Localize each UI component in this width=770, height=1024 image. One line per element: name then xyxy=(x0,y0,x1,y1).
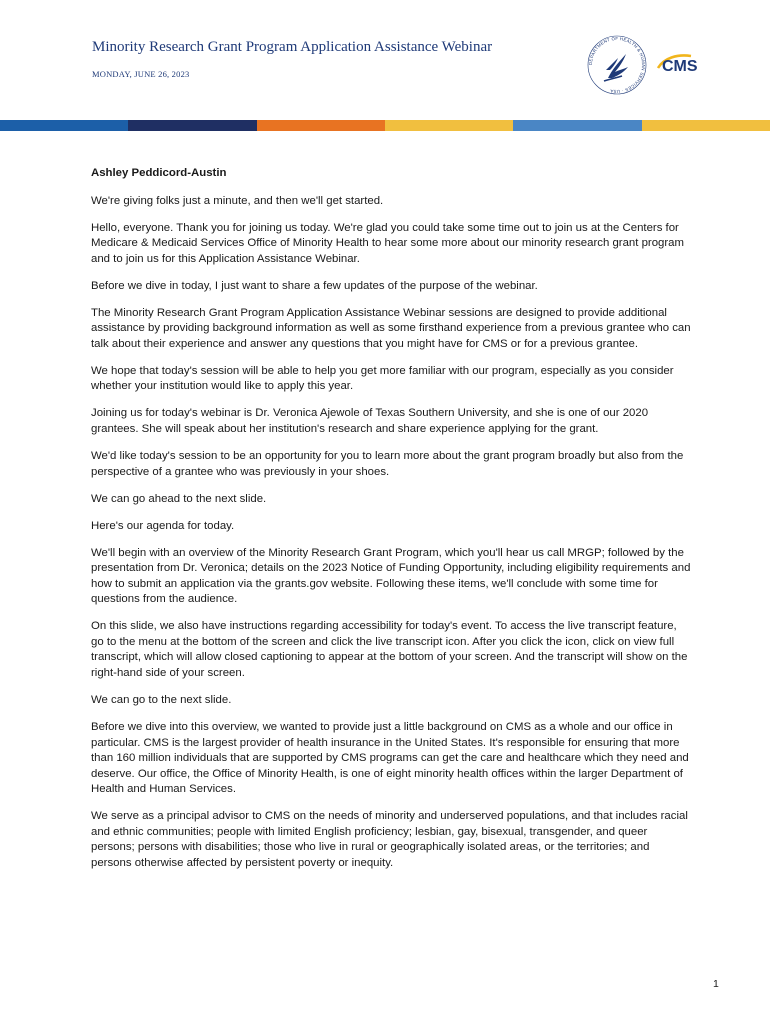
transcript-paragraph: Before we dive into this overview, we wanted to provide just a little background on CMS as a whole and our office in particular. CMS is the largest provider of health insurance in the United States. It's responsible for ensuring that more than 160 million individuals that are supported by CMS programs can get the care and healthcare which they need and deserve. Our office, the Office of Minority Health, is one of eight minority health offices within the larger Department of Health and Human Services. xyxy=(91,721,689,796)
color-bar-segment xyxy=(0,120,128,131)
transcript-paragraph: Hello, everyone. Thank you for joining us today. We're glad you could take some time out to join us at the Centers for Medicare & Medicaid Services Office of Minority Health to hear some more about our minority research grant program and to join us for this Application Assistance Webinar. xyxy=(91,221,684,265)
header-color-bar xyxy=(0,120,770,131)
transcript-paragraph: We serve as a principal advisor to CMS on the needs of minority and underserved populations, and that includes racial and ethnic communities; people with limited English proficiency; lesbian, gay, bisexual, transgender, and queer persons; persons with disabilities; those who live in rural or geographically isolated areas, or the territories; and persons otherwise affected by persistent poverty or inequity. xyxy=(91,810,688,869)
transcript-paragraph: We can go to the next slide. xyxy=(91,694,232,707)
transcript-paragraph: On this slide, we also have instructions regarding accessibility for today's event. To access the live transcript feature, go to the menu at the bottom of the screen and click the live transcript icon. After you click the icon, click on view full transcript, which will allow closed captioning to appear at the bottom of your screen. And the transcript will show on the right-hand side of your screen. xyxy=(91,620,688,679)
hhs-seal-logo xyxy=(586,34,648,96)
color-bar-segment xyxy=(642,120,770,131)
transcript-paragraph: Before we dive in today, I just want to share a few updates of the purpose of the webinar. xyxy=(91,279,538,292)
transcript-paragraph: We're giving folks just a minute, and then we'll get started. xyxy=(91,194,384,207)
cms-logo xyxy=(655,50,727,78)
color-bar-segment xyxy=(128,120,256,131)
color-bar-segment xyxy=(513,120,641,131)
document-title: Minority Research Grant Program Application Assistance Webinar xyxy=(92,39,493,55)
cms-logo-text: CMS xyxy=(662,58,698,75)
page-number: 1 xyxy=(713,978,719,990)
seal-text: DEPARTMENT OF HEALTH & HUMAN SERVICES · USA xyxy=(587,35,647,95)
transcript-paragraph: We'd like today's session to be an opportunity for you to learn more about the grant program broadly but also from the perspective of a grantee who was previously in your shoes. xyxy=(91,450,684,478)
color-bar-segment xyxy=(385,120,513,131)
document-date: MONDAY, JUNE 26, 2023 xyxy=(92,69,190,79)
transcript-body xyxy=(91,166,691,883)
transcript-paragraph: The Minority Research Grant Program Application Assistance Webinar sessions are designed to provide additional assistance by providing background information as well as some firsthand experience from a previous grantee who can talk about their experience and answer any questions that you might have for CMS or for a previous grantee. xyxy=(91,306,691,350)
transcript-paragraph: We'll begin with an overview of the Minority Research Grant Program, which you'll hear us call MRGP; followed by the presentation from Dr. Veronica; details on the 2023 Notice of Funding Opportunity, including eligibility requirements and how to submit an application via the grants.gov website. Following these items, we'll conclude with some time for questions from the audience. xyxy=(91,546,691,606)
speaker-name: Ashley Peddicord-Austin xyxy=(91,167,227,179)
color-bar-segment xyxy=(257,120,385,131)
transcript-paragraph: We can go ahead to the next slide. xyxy=(91,492,267,505)
transcript-paragraph: Joining us for today's webinar is Dr. Veronica Ajewole of Texas Southern University, and she is one of our 2020 grantees. She will speak about her institution's research and share experience applying for the grant. xyxy=(91,407,649,435)
transcript-paragraph: We hope that today's session will be able to help you get more familiar with our program, especially as you consider whether your institution would like to apply this year. xyxy=(91,364,674,393)
transcript-paragraph: Here's our agenda for today. xyxy=(91,519,235,532)
